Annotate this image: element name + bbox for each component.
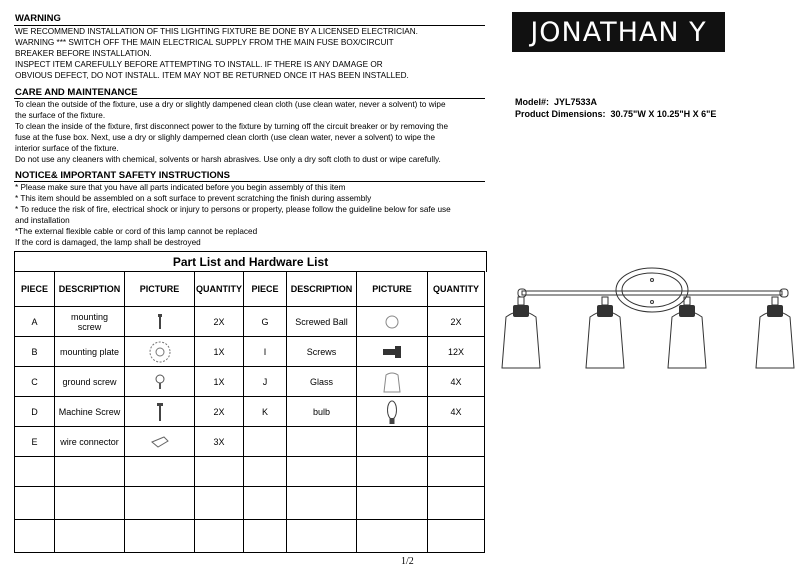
quantity-cell: 1X	[195, 337, 244, 367]
piece-cell: G	[244, 307, 287, 337]
dimensions-line	[515, 109, 716, 119]
ball-icon	[385, 315, 399, 329]
table-row	[15, 307, 485, 337]
screw-icon	[155, 313, 165, 331]
picture-cell	[357, 427, 428, 457]
piece-cell: E	[15, 427, 55, 457]
picture-cell	[125, 367, 195, 397]
table-row	[15, 337, 485, 367]
ground-screw-icon	[153, 374, 167, 390]
picture-cell	[125, 397, 195, 427]
safety-title: NOTICE& IMPORTANT SAFETY INSTRUCTIONS	[15, 170, 230, 181]
header-picture: PICTURE	[357, 272, 428, 307]
quantity-cell: 4X	[428, 367, 485, 397]
piece-cell	[244, 427, 287, 457]
picture-cell	[357, 307, 428, 337]
wire-connector-icon	[150, 435, 170, 449]
piece-cell: I	[244, 337, 287, 367]
description-cell: Screws	[287, 337, 357, 367]
fixture-illustration	[498, 262, 808, 372]
description-cell: mounting plate	[55, 337, 125, 367]
model-value: JYL7533A	[554, 97, 598, 107]
header-piece: PIECE	[244, 272, 287, 307]
picture-cell	[357, 397, 428, 427]
picture-cell	[125, 337, 195, 367]
parts-table-title: Part List and Hardware List	[14, 251, 487, 272]
dimensions-value: 30.75"W X 10.25"H X 6"E	[610, 109, 717, 119]
header-description: DESCRIPTION	[55, 272, 125, 307]
table-row	[15, 367, 485, 397]
description-cell	[287, 427, 357, 457]
description-cell: bulb	[287, 397, 357, 427]
piece-cell: D	[15, 397, 55, 427]
quantity-cell: 2X	[428, 307, 485, 337]
picture-cell	[357, 367, 428, 397]
header-quantity: QUANTITY	[195, 272, 244, 307]
piece-cell: C	[15, 367, 55, 397]
model-label: Model#:	[515, 97, 550, 107]
quantity-cell	[428, 427, 485, 457]
safety-text: * Please make sure that you have all parts indicated before you begin assembly of this item * This item should be assembled on a soft surface to prevent scratching the finish during assembly * To reduce the risk of fire, electrical shock or injury to persons or property, please follow the guideline below for safe use and installation *The external flexible cable or cord of this lamp cannot be replaced If the cord is damaged, the lamp shall be destroyed	[15, 183, 451, 247]
quantity-cell: 2X	[195, 307, 244, 337]
piece-cell: K	[244, 397, 287, 427]
table-row	[15, 427, 485, 457]
piece-cell: J	[244, 367, 287, 397]
piece-cell: B	[15, 337, 55, 367]
model-line	[515, 97, 597, 107]
table-header-row	[15, 272, 485, 307]
quantity-cell: 2X	[195, 397, 244, 427]
brand-logo: JONATHAN Y	[512, 12, 725, 52]
glass-icon	[383, 371, 401, 393]
header-quantity: QUANTITY	[428, 272, 485, 307]
care-text: To clean the outside of the fixture, use a dry or slightly dampened clean cloth (use clean water, never a solvent) to wipe the surface of the fixture. To clean the inside of the fixture, first disconnect power to the fixture by turning off the circuit breaker or by removing the fuse at the fuse box. Next, use a dry or slighly damperned clean clorth (use clean water, never a solvent) to wipe the interior surface of the fixture. Do not use any cleaners with chemical, solvents or harsh abrasives. Use only a dry soft cloth to dust or wipe carefully.	[15, 100, 449, 164]
plate-icon	[148, 340, 172, 364]
quantity-cell: 4X	[428, 397, 485, 427]
picture-cell	[125, 427, 195, 457]
piece-cell: A	[15, 307, 55, 337]
screws-icon	[382, 345, 402, 359]
quantity-cell: 1X	[195, 367, 244, 397]
table-row-empty	[15, 457, 485, 487]
parts-table	[14, 271, 485, 553]
bulb-icon	[386, 399, 398, 425]
warning-title: WARNING	[15, 13, 61, 24]
quantity-cell: 12X	[428, 337, 485, 367]
header-picture: PICTURE	[125, 272, 195, 307]
header-piece: PIECE	[15, 272, 55, 307]
picture-cell	[357, 337, 428, 367]
warning-text: WE RECOMMEND INSTALLATION OF THIS LIGHTING FIXTURE BE DONE BY A LICENSED ELECTRICIAN. WARNING *** SWITCH OFF THE MAIN ELECTRICAL SUPPLY FROM THE MAIN FUSE BOX/CIRCUIT BREAKER BEFORE INSTALLATION. INSPECT ITEM CAREFULLY BEFORE ATTEMPTING TO INSTALL. IF THERE IS ANY DAMAGE OR OBVIOUS DEFECT, DO NOT INSTALL. ITEM MAY NOT BE RETURNED ONCE IT HAS BEEN INSTALLED.	[15, 27, 418, 80]
table-row-empty	[15, 487, 485, 520]
header-description: DESCRIPTION	[287, 272, 357, 307]
page-number: 1/2	[401, 556, 414, 567]
description-cell: Machine Screw	[55, 397, 125, 427]
description-cell: Screwed Ball	[287, 307, 357, 337]
description-cell: wire connector	[55, 427, 125, 457]
care-title: CARE AND MAINTENANCE	[15, 87, 138, 98]
dimensions-label: Product Dimensions:	[515, 109, 606, 119]
table-row-empty	[15, 520, 485, 553]
description-cell: Glass	[287, 367, 357, 397]
description-cell: ground screw	[55, 367, 125, 397]
machine-screw-icon	[155, 402, 165, 422]
table-row	[15, 397, 485, 427]
picture-cell	[125, 307, 195, 337]
quantity-cell: 3X	[195, 427, 244, 457]
description-cell: mounting screw	[55, 307, 125, 337]
